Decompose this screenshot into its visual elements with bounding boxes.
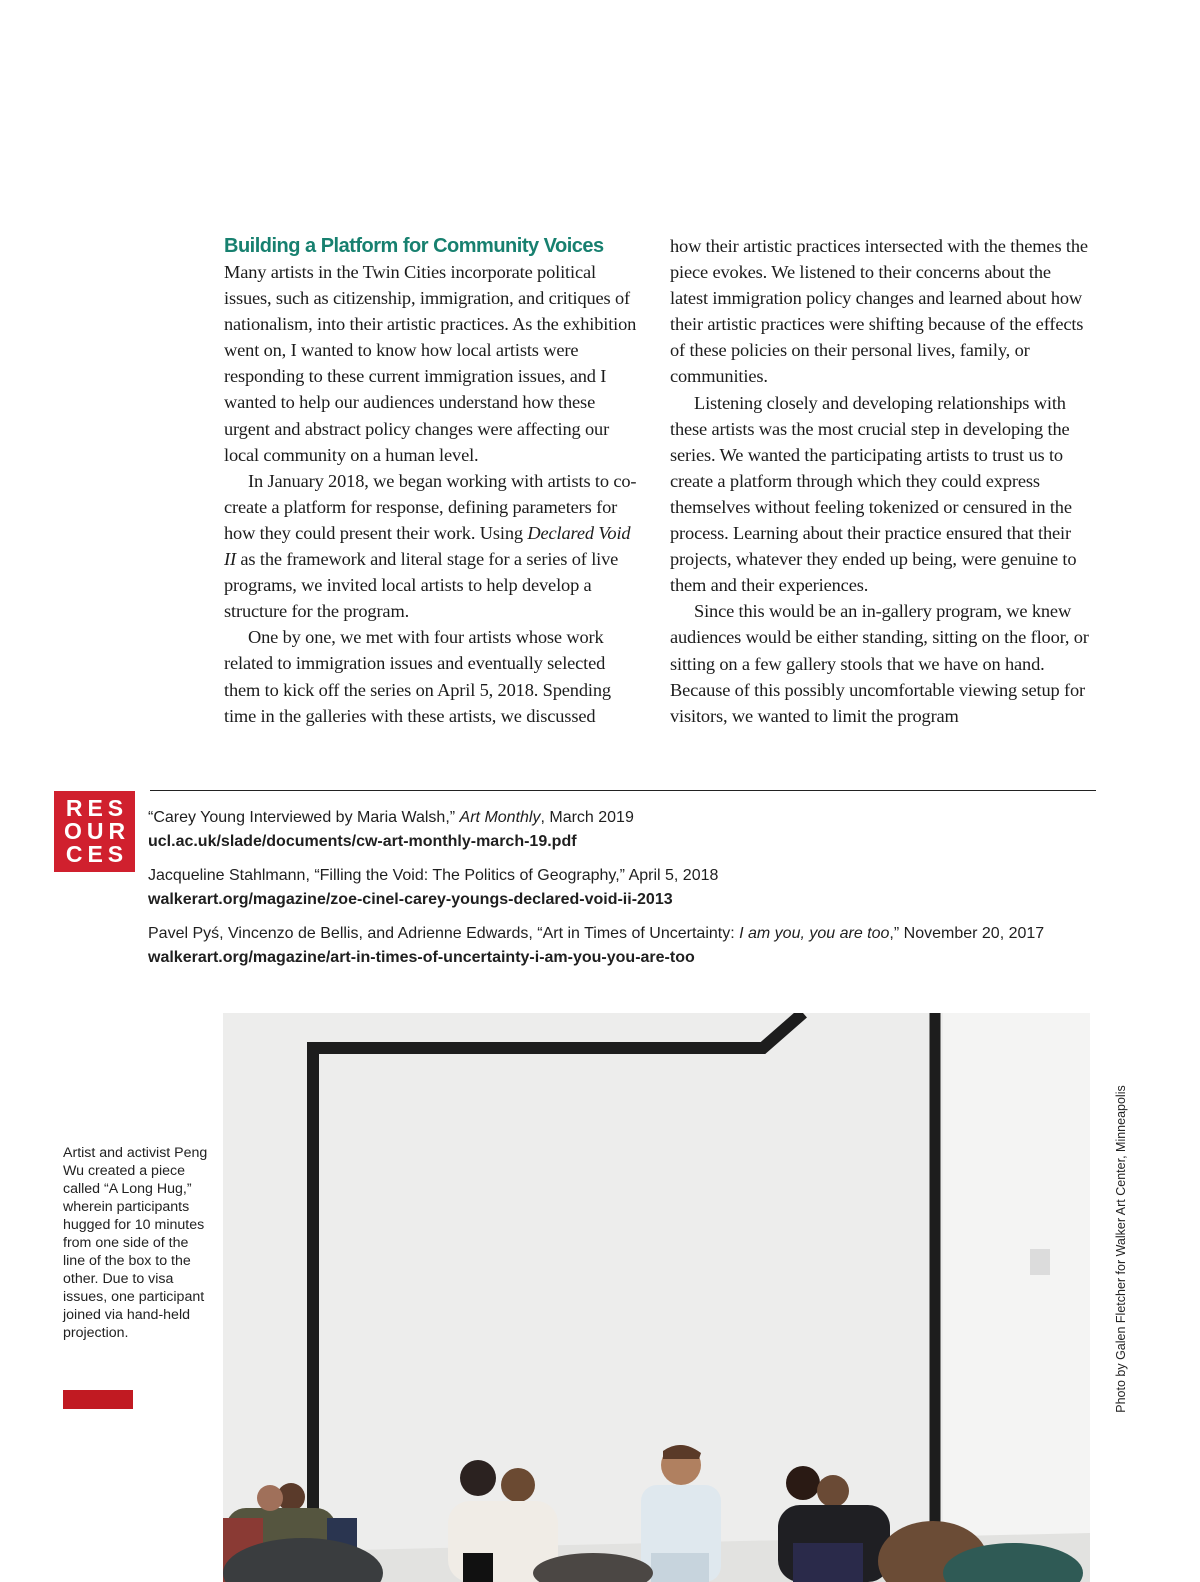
paragraph-text: In January 2018, we began working with artists to co-create a platform for response, defining parameters for how they could present their work. Using: [224, 470, 637, 543]
photo-illustration: [223, 1013, 1090, 1582]
resource-link[interactable]: walkerart.org/magazine/zoe-cinel-carey-youngs-declared-void-ii-2013: [148, 891, 673, 908]
article-column-right: [670, 233, 1090, 729]
artwork-title: Declared Void II: [224, 522, 631, 570]
paragraph: Many artists in the Twin Cities incorporate political issues, such as citizenship, immigration, and critiques of nationalism, into their artistic practices. As the exhibition went on, I wanted to know how local artists were responding to these current immigration issues, and I wanted to help our audiences understand how these urgent and abstract policy changes were affecting our local community on a human level.: [224, 262, 637, 465]
paragraph: [224, 468, 644, 625]
gallery-photo: [223, 1013, 1090, 1582]
resource-citation: [148, 864, 1148, 888]
paragraph: One by one, we met with four artists whose work related to immigration issues and eventually selected them to kick off the series on April 5, 2018. Spending time in the galleries with these artists, we discussed: [224, 627, 611, 726]
citation-title: I am you, you are too: [739, 925, 890, 942]
resource-citation: [148, 806, 1148, 830]
resource-link[interactable]: walkerart.org/magazine/art-in-times-of-uncertainty-i-am-you-you-are-too: [148, 949, 695, 966]
paragraph: how their artistic practices intersected with the themes the piece evokes. We listened to their concerns about the latest immigration policy changes and learned about how their artistic practices were shifting because of the effects of these policies on their personal lives, family, or communities.: [670, 236, 1088, 387]
resource-item: [148, 806, 1148, 854]
resources-list: [148, 806, 1148, 980]
paragraph-text: as the framework and literal stage for a series of live programs, we invited local artists to help develop a structure for the program.: [224, 549, 619, 622]
citation-title: Art Monthly: [459, 809, 541, 826]
photo-caption: Artist and activist Peng Wu created a piece called “A Long Hug,” wherein participants hugged for 10 minutes from one side of the line of the box to the other. Due to visa issues, one participant joined via hand-held projection.: [63, 1145, 208, 1341]
divider: [150, 790, 1096, 791]
resources-badge: [54, 791, 135, 872]
badge-row: CES: [65, 841, 129, 867]
resource-item: [148, 922, 1148, 970]
caption-accent-bar: [63, 1390, 133, 1409]
paragraph: Listening closely and developing relationships with these artists was the most crucial step in developing the series. We wanted the participating artists to trust us to create a platform through which they could express themselves without feeling tokenized or censured in the process. Learning about their practice ensured that their projects, whatever they ended up being, were genuine to them and their experiences.: [670, 392, 1077, 596]
section-heading: Building a Platform for Community Voices: [224, 235, 604, 257]
badge-row: RES: [65, 795, 129, 821]
resource-item: [148, 864, 1148, 912]
resource-link[interactable]: ucl.ac.uk/slade/documents/cw-art-monthly-march-19.pdf: [148, 833, 577, 850]
paragraph: Since this would be an in-gallery program, we knew audiences would be either standing, sitting on the floor, or sitting on a few gallery stools that we have on hand. Because of this possibly uncomfortable viewing setup for visitors, we wanted to limit the program: [670, 601, 1089, 726]
citation-text: “Carey Young Interviewed by Maria Walsh,”: [148, 809, 460, 826]
resource-citation: [148, 922, 1148, 946]
citation-text: Jacqueline Stahlmann, “Filling the Void: The Politics of Geography,” April 5, 2018: [148, 867, 719, 884]
article-column-left: [224, 233, 644, 729]
badge-row: OUR: [63, 818, 131, 844]
citation-text: , March 2019: [540, 809, 634, 826]
citation-text: ,” November 20, 2017: [889, 925, 1045, 942]
citation-text: Pavel Pyś, Vincenzo de Bellis, and Adrienne Edwards, “Art in Times of Uncertainty:: [148, 925, 740, 942]
photo-credit: Photo by Galen Fletcher for Walker Art Center, Minneapolis: [1114, 1085, 1128, 1413]
